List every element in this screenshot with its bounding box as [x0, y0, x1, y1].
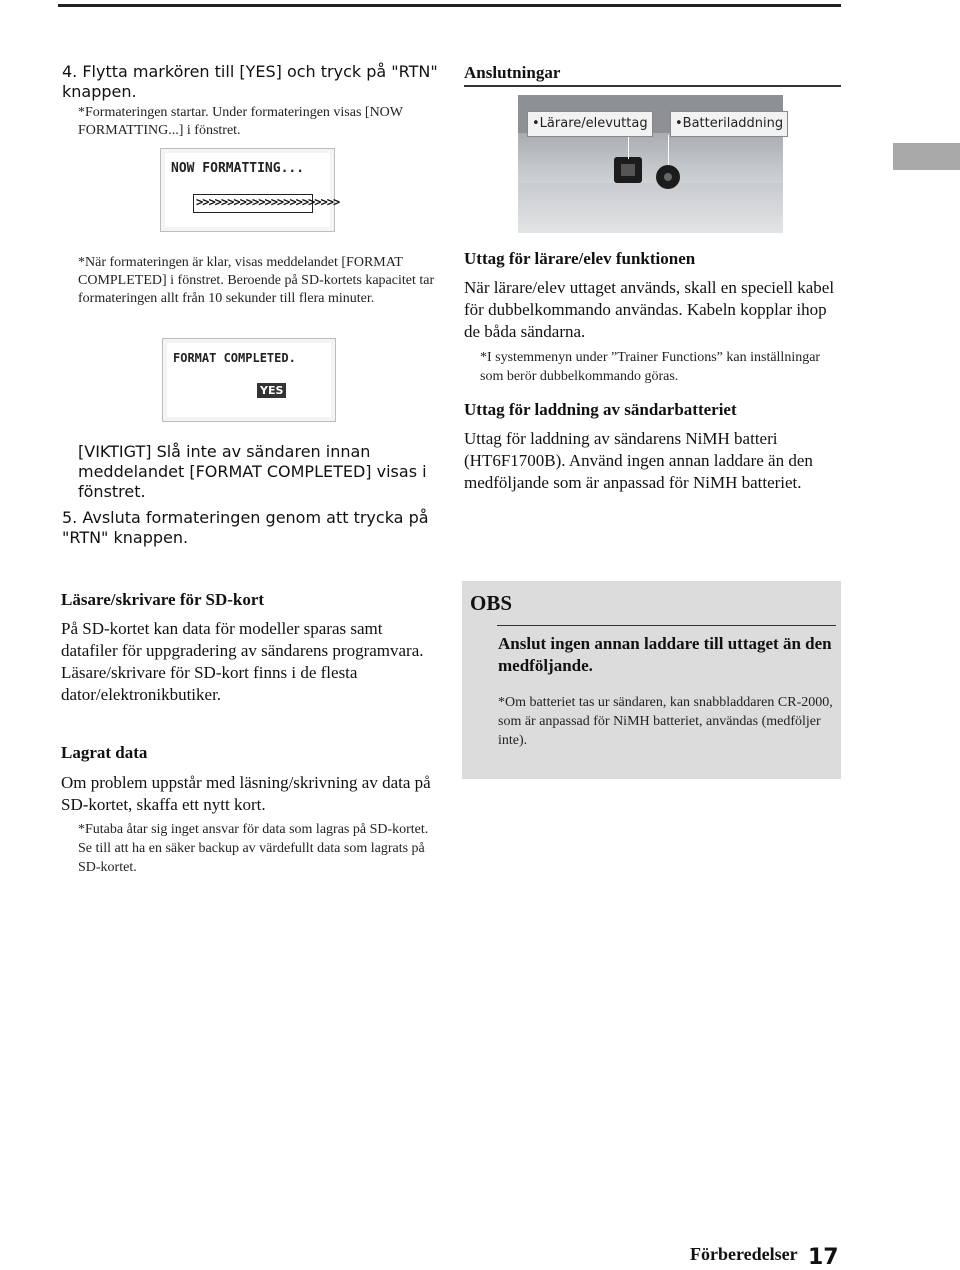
page-number: 17 [808, 1245, 839, 1270]
note-format-done: *När formateringen är klar, visas meddelandet [FORMAT COMPLETED] i fönstret. Beroende på SD-kortets kapacitet tar formateringen allt från 10 sekunder till flera minuter. [78, 255, 435, 306]
obs-title: OBS [470, 591, 513, 615]
lcd-now-formatting [160, 148, 340, 232]
connections-title: Anslutningar [464, 63, 561, 82]
sd-heading: Läsare/skrivare för SD-kort [61, 590, 265, 609]
obs-box [462, 581, 841, 779]
progress-arrows: >>>>>>>>>>>>>>>>>>>>>>> [196, 195, 340, 209]
footer-section-label: Förberedelser [690, 1244, 798, 1264]
lcd-title: NOW FORMATTING... [171, 161, 305, 176]
progress-bar [193, 194, 340, 213]
connections-rule [464, 85, 841, 87]
connector-photo [518, 95, 783, 233]
obs-rule [497, 625, 836, 626]
label-trainer-port: •Lärare/elevuttag [527, 111, 653, 137]
label-battery-port: •Batteriladdning [670, 111, 788, 137]
trainer-heading: Uttag för lärare/elev funktionen [464, 249, 696, 268]
trainer-body: När lärare/elev uttaget används, skall en speciell kabel för dubbelkommando användas. Kabeln kopplar ihop de båda sändarna. [464, 278, 835, 341]
charge-body: Uttag för laddning av sändarens NiMH batteri (HT6F1700B). Använd ingen annan laddare än den medföljande som är anpassad för NiMH batteriet. [464, 429, 813, 492]
saved-data-note: *Futaba åtar sig inget ansvar för data som lagras på SD-kortet. Se till att ha en säker backup av värdefullt data som lagrats på SD-kortet. [78, 822, 429, 875]
important-warning: [VIKTIGT] Slå inte av sändaren innan meddelandet [FORMAT COMPLETED] visas i fönstret. [78, 442, 427, 501]
lcd-title: FORMAT COMPLETED. [173, 351, 296, 365]
note-formatting-start: *Formateringen startar. Under formateringen visas [NOW FORMATTING...] i fönstret. [78, 105, 403, 138]
lcd-format-completed [162, 338, 336, 422]
yes-button: YES [257, 383, 286, 398]
obs-note: *Om batteriet tas ur sändaren, kan snabbladdaren CR-2000, som är anpassad för NiMH batteriet, användas (medföljer inte). [498, 695, 833, 748]
leader-line-battery [668, 135, 669, 165]
top-rule [58, 4, 841, 7]
step-5-text: 5. Avsluta formateringen genom att trycka på "RTN" knappen. [62, 508, 429, 547]
saved-data-body: Om problem uppstår med läsning/skrivning av data på SD-kortet, skaffa ett nytt kort. [61, 773, 431, 814]
charge-heading: Uttag för laddning av sändarbatteriet [464, 400, 737, 419]
sd-body: På SD-kortet kan data för modeller sparas samt datafiler för uppgradering av sändarens programvara. Läsare/skrivare för SD-kort finns i de flesta dator/elektronikbutiker. [61, 619, 424, 704]
saved-data-heading: Lagrat data [61, 743, 148, 762]
step-4-text: 4. Flytta markören till [YES] och tryck på "RTN" knappen. [62, 62, 438, 101]
section-tab-marker [893, 143, 960, 170]
trainer-note: *I systemmenyn under ”Trainer Functions” kan inställningar som berör dubbelkommando göras. [480, 350, 821, 384]
leader-line-trainer [628, 135, 629, 159]
obs-warning: Anslut ingen annan laddare till uttaget än den medföljande. [498, 634, 832, 675]
